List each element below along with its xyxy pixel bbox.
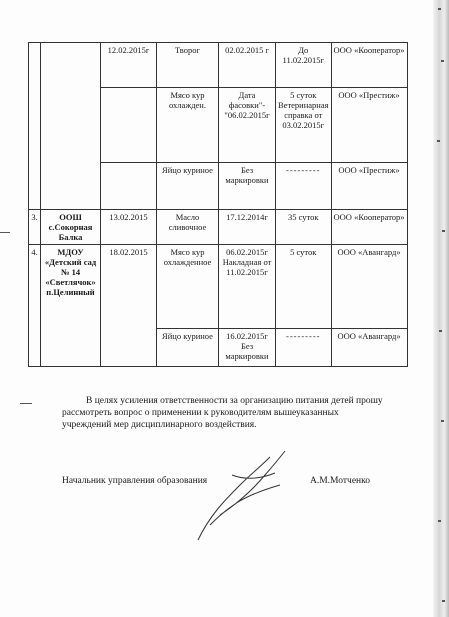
table-cell [29,43,41,210]
table-cell-date: 12.02.2015г [101,43,157,88]
table-cell-product: Мясо кур охлажден. [157,88,219,163]
table-cell-prod-date: Дата фасовки"- "06.02.2015г [219,88,276,163]
table-cell-supplier: ООО «Престиж» [331,163,407,210]
table-cell-num: 3. [29,210,41,245]
inspection-table [28,42,408,367]
table-cell-supplier: ООО «Авангард» [331,329,407,367]
table-cell-supplier: ООО «Кооператор» [331,210,407,245]
table-cell-shelf: --------- [276,329,332,367]
table-cell-prod-date: 06.02.2015г Накладная от 11.02.2015г [219,245,276,329]
signatory-position: Начальник управления образования [62,476,208,486]
table-cell-supplier: ООО «Престиж» [331,88,407,163]
table-cell-prod-date: 17.12.2014г [219,210,276,245]
scan-mark [0,232,10,233]
table-cell-supplier: ООО «Кооператор» [331,43,407,88]
table-cell-product: Масло сливочное [157,210,219,245]
table-cell-date: 13.02.2015 [101,210,157,245]
table-cell-prod-date: 02.02.2015 г [219,43,276,88]
table-cell-school: ООШ с.Сокорная Балка [41,210,101,245]
table-cell-date [101,88,157,163]
table-cell-shelf: 35 суток [276,210,332,245]
table-cell-shelf: 5 суток Ветеринарная справка от 03.02.2015г [276,88,332,163]
table-cell-prod-date: 16.02.2015г Без маркировки [219,329,276,367]
paragraph-line: учреждений мер дисциплинарного воздействия. [62,420,257,430]
table-cell-product: Яйцо куриное [157,163,219,210]
scan-edge [433,0,449,617]
table-cell-shelf: До 11.02.2015г [276,43,332,88]
table-cell-supplier: ООО «Авангард» [331,245,407,329]
table-cell-product: Яйцо куриное [157,329,219,367]
handwritten-signature [190,445,300,545]
table-row [29,245,408,329]
table-cell-product: Творог [157,43,219,88]
paragraph-line: рассмотреть вопрос о применении к руководителям вышеуказанных [62,408,339,418]
table-cell [41,43,101,210]
request-paragraph [62,395,407,431]
table-cell-date: 18.02.2015 [101,245,157,367]
table-cell-school: МДОУ «Детский сад № 14 «Светлячок» п.Целинный [41,245,101,367]
table-cell-shelf: 5 суток [276,245,332,329]
signatory-name: А.М.Мотченко [310,476,371,486]
table-row [29,43,408,88]
table-cell-shelf: --------- [276,163,332,210]
table-cell-num: 4. [29,245,41,367]
scan-mark [20,403,32,404]
table-row [29,210,408,245]
paragraph-line: В целях усиления ответственности за организацию питания детей прошу [86,396,383,406]
table-cell-prod-date: Без маркировки [219,163,276,210]
table-cell-product: Мясо кур охлажденное [157,245,219,329]
table-cell-date [101,163,157,210]
